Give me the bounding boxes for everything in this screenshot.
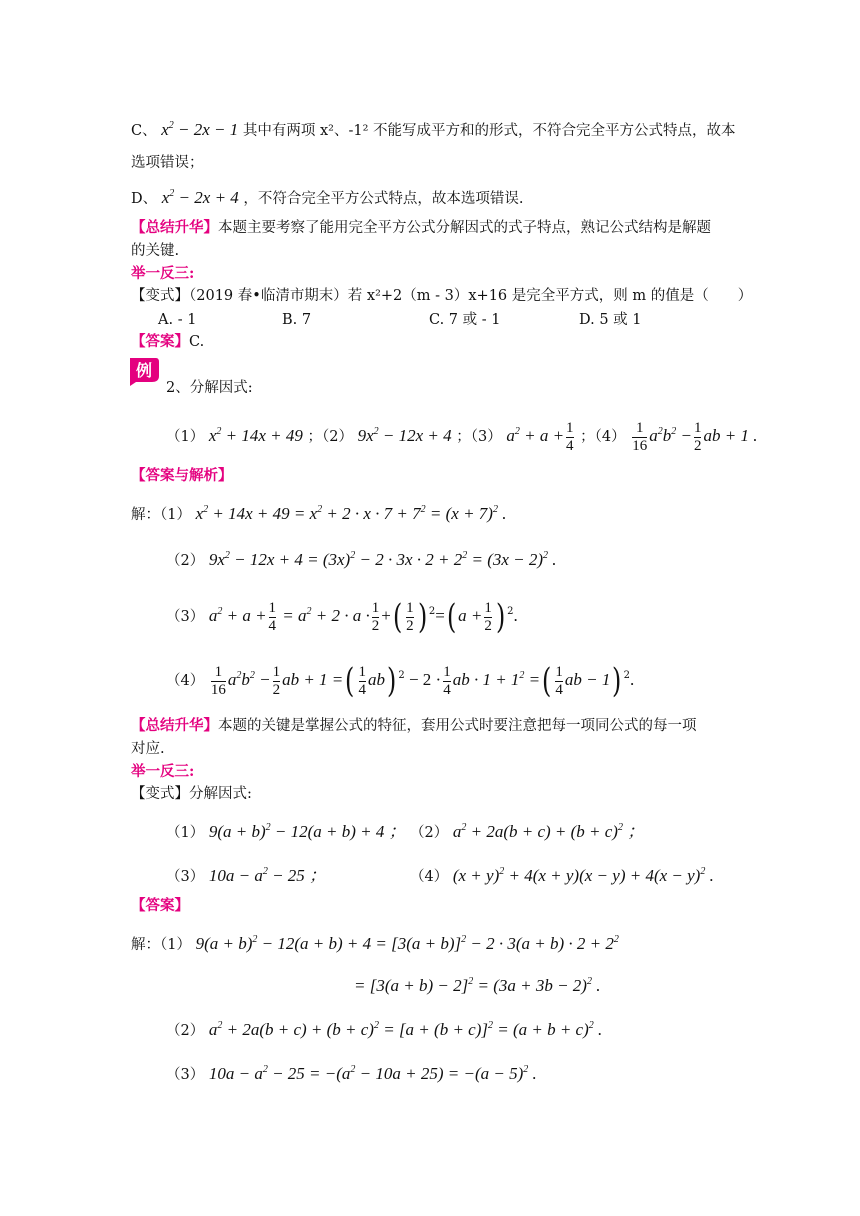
item-label: （1） <box>166 429 205 445</box>
solution-label: （2） <box>166 1023 205 1039</box>
item-label: （3） <box>166 869 205 885</box>
variant-1-question: 【变式】（2019 春•临清市期末）若 x²+2（m - 3）x+16 是完全平方式，则 m 的值是（ ） <box>131 288 753 304</box>
summary-label: 【总结升华】 <box>131 717 218 734</box>
item-label: （4） <box>410 869 449 885</box>
summary-text: 本题的关键是掌握公式的特征，套用公式时要注意把每一项同公式的每一项 <box>218 718 697 734</box>
solution-label: （3） <box>166 1067 205 1083</box>
answer-2-heading: 【答案】 <box>131 897 189 914</box>
answer-text: C. <box>189 334 205 350</box>
solution-label: （2） <box>166 553 205 569</box>
solution-label: 解：（1） <box>131 507 191 523</box>
solution-4: （4） $\frac{1}{16}$ $a^2b^2$ − $\frac{1}{2}$ ab + 1 =( $\frac{1}{4}$ ab) $^2$ − 2 · $\frac{1}{4}$ ab · $1 + 1^2$ =( $\frac{1}{4}$ ab − 1) $^2$. <box>166 661 635 701</box>
item-label: ；（4） <box>580 429 626 445</box>
option-d: D. 5 或 1 <box>579 312 642 328</box>
summary-2 <box>131 716 697 736</box>
answer-label: 【答案】 <box>131 333 189 350</box>
example-badge-icon <box>126 356 160 386</box>
practice-heading-1: 举一反三: <box>131 265 195 282</box>
example-title: 2、分解因式: <box>166 380 253 396</box>
practice-heading-2: 举一反三: <box>131 763 195 780</box>
summary-1 <box>131 218 711 238</box>
summary-1-line2: 的关键. <box>131 243 180 259</box>
option-c-line2: 选项错误； <box>131 155 204 171</box>
solution-3: （3） $a^2 + a$ + $\frac{1}{4}$ = $a^2 + 2 \cdot a$ · $\frac{1}{2}$ +( $\frac{1}{2}$ ) $^2$=( a + $\frac{1}{2}$ ) $^2$. <box>166 597 518 637</box>
answer-2-item-3: （3） $10a - a^2 - 25 = -(a^2 - 10a + 25) = -(a - 5)^2$ . <box>166 1064 537 1083</box>
solution-1: 解：（1） $x^2 + 14x + 49 = x^2 + 2 \cdot x \cdot 7 + 7^2 = (x + 7)^2$ . <box>131 504 507 523</box>
item-label: （1） <box>166 825 205 841</box>
math-expr: $x^2 - 2x - 1$ <box>161 120 239 139</box>
math-expr: $x^2 - 2x + 4$ <box>161 188 239 207</box>
option-b: B. 7 <box>282 312 312 328</box>
variant-2-title: 【变式】分解因式: <box>131 786 252 802</box>
option-a: A. - 1 <box>158 312 197 328</box>
option-c: C. 7 或 - 1 <box>429 312 501 328</box>
example-items: （1） $x^2 + 14x + 49$ ；（2） $9x^2 - 12x + 4$ ；（3） $a^2 + a$ + $\frac{1}{4}$ ；（4） $\frac{1}{16}$ $a^2b^2$ − $\frac{1}{2}$ ab + 1 . <box>166 419 758 454</box>
item-label: （2） <box>410 825 449 841</box>
summary-label: 【总结升华】 <box>131 219 218 236</box>
answer-2-item-1-cont: = $[3(a + b) - 2]^2 = (3a + 3b - 2)^2$ . <box>354 976 601 995</box>
option-d-label: D、 <box>131 191 158 207</box>
answer-analysis-heading: 【答案与解析】 <box>131 467 233 484</box>
svg-text:例: 例 <box>135 361 153 380</box>
option-c-text: 其中有两项 x²、-1² 不能写成平方和的形式，不符合完全平方公式特点，故本 <box>242 123 736 139</box>
solution-label: （4） <box>166 673 205 689</box>
variant-2-item-3: （3） $10a - a^2 - 25$ ； <box>166 866 327 885</box>
option-d-line <box>131 184 524 209</box>
summary-2-line2: 对应. <box>131 741 165 757</box>
option-c-line <box>131 116 736 141</box>
answer-2-item-1: 解：（1） $9(a + b)^2 - 12(a + b) + 4 = [3(a + b)]^2 - 2 \cdot 3(a + b) \cdot 2 + 2^2$ <box>131 934 619 953</box>
answer-1 <box>131 332 204 352</box>
solution-2: （2） $9x^2 - 12x + 4 = (3x)^2 - 2 \cdot 3x \cdot 2 + 2^2 = (3x - 2)^2$ . <box>166 550 557 569</box>
solution-label: （3） <box>166 609 205 625</box>
answer-2-item-2: （2） $a^2 + 2a(b + c) + (b + c)^2 = [a + (b + c)]^2 = (a + b + c)^2$ . <box>166 1020 603 1039</box>
variant-2-item-4: （4） $(x + y)^2 + 4(x + y)(x - y) + 4(x - y)^2$ . <box>410 866 714 885</box>
variant-2-items-row1: （1） $9(a + b)^2 - 12(a + b) + 4$ ； <box>166 822 406 841</box>
item-label: ；（3） <box>456 429 502 445</box>
solution-label: 解：（1） <box>131 937 191 953</box>
variant-2-item-2: （2） $a^2 + 2a(b + c) + (b + c)^2$ ； <box>410 822 645 841</box>
item-label: ；（2） <box>307 429 353 445</box>
option-d-text: ，不符合完全平方公式特点，故本选项错误. <box>243 191 524 207</box>
option-c-label: C、 <box>131 123 157 139</box>
summary-text: 本题主要考察了能用完全平方公式分解因式的式子特点，熟记公式结构是解题 <box>218 220 711 236</box>
